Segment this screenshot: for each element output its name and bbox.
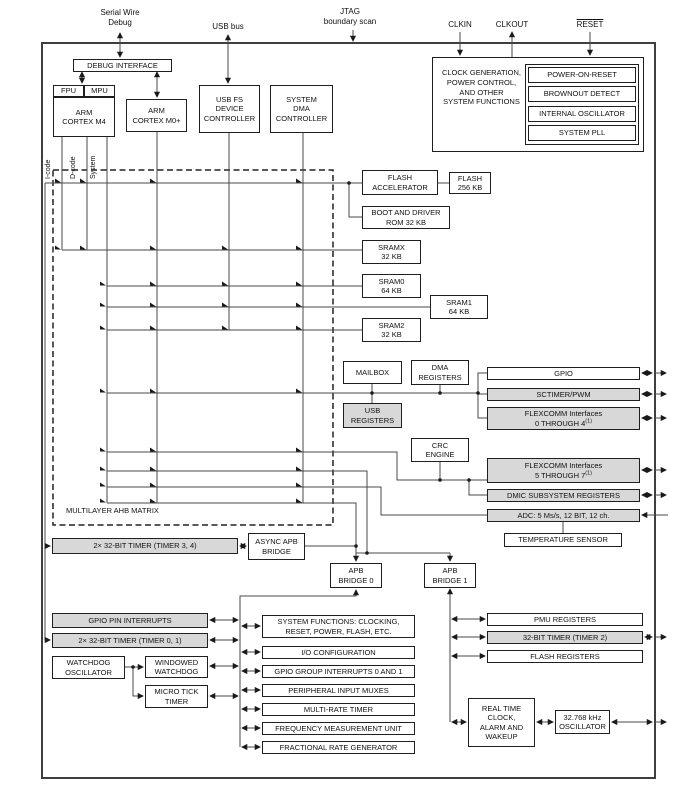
- timer-2-block: 32-BIT TIMER (TIMER 2): [487, 631, 643, 644]
- temperature-sensor-block: TEMPERATURE SENSOR: [504, 533, 622, 547]
- dma-registers-block: DMA REGISTERS: [411, 360, 469, 385]
- apb-bridge-0-block: APB BRIDGE 0: [330, 563, 382, 588]
- adc-block: ADC: 5 Ms/s, 12 BIT, 12 ch.: [487, 509, 640, 522]
- fractional-rate-generator-block: FRACTIONAL RATE GENERATOR: [262, 741, 415, 754]
- system-pll-block: SYSTEM PLL: [528, 125, 636, 141]
- apb-bridge-1-block: APB BRIDGE 1: [424, 563, 476, 588]
- flexcomm-0-4-block: FLEXCOMM Interfaces 0 THROUGH 4$^{(1)}$: [487, 407, 640, 430]
- timer-0-1-block: 2× 32-BIT TIMER (TIMER 0, 1): [52, 633, 208, 648]
- boot-rom-block: BOOT AND DRIVER ROM 32 KB: [362, 206, 450, 229]
- fpu-block: FPU: [53, 85, 84, 97]
- gpio-group-interrupts-block: GPIO GROUP INTERRUPTS 0 AND 1: [262, 665, 415, 678]
- sctimer-pwm-block: SCTIMER/PWM: [487, 388, 640, 401]
- multi-rate-timer-block: MULTI-RATE TIMER: [262, 703, 415, 716]
- brownout-detect-block: BROWNOUT DETECT: [528, 86, 636, 102]
- pin-label-serial-wire-debug: Serial Wire Debug: [100, 8, 140, 28]
- async-apb-bridge-block: ASYNC APB BRIDGE: [248, 533, 305, 560]
- gpio-block: GPIO: [487, 367, 640, 380]
- cortex-m0-block: ARM CORTEX M0+: [126, 99, 187, 132]
- flash-registers-block: FLASH REGISTERS: [487, 650, 643, 663]
- io-configuration-block: I/O CONFIGURATION: [262, 646, 415, 659]
- flexcomm-5-7-block: FLEXCOMM Interfaces 5 THROUGH 7$^{(1)}$: [487, 458, 640, 483]
- mpu-block: MPU: [84, 85, 115, 97]
- pin-label-usb-bus: USB bus: [212, 22, 244, 31]
- peripheral-input-muxes-block: PERIPHERAL INPUT MUXES: [262, 684, 415, 697]
- ahb-matrix-border: [53, 170, 333, 525]
- usb-registers-block: USB REGISTERS: [343, 403, 402, 428]
- osc-32khz-block: 32.768 kHz OSCILLATOR: [555, 710, 610, 734]
- bus-label-system: System: [90, 155, 97, 179]
- sram0-block: SRAM0 64 KB: [362, 274, 421, 298]
- sram1-block: SRAM1 64 KB: [430, 295, 488, 319]
- mailbox-block: MAILBOX: [343, 361, 402, 384]
- pmu-registers-block: PMU REGISTERS: [487, 613, 643, 626]
- timer-3-4-block: 2× 32-BIT TIMER (TIMER 3, 4): [52, 538, 238, 554]
- pin-label-jtag: JTAG boundary scan: [323, 7, 377, 27]
- watchdog-oscillator-block: WATCHDOG OSCILLATOR: [52, 656, 125, 679]
- clock-generation-label: CLOCK GENERATION, POWER CONTROL, AND OTHER SYSTEM FUNCTIONS: [441, 68, 522, 107]
- usb-fs-controller-block: USB FS DEVICE CONTROLLER: [199, 85, 260, 133]
- pin-label-clkin: CLKIN: [448, 20, 472, 29]
- system-functions-block: SYSTEM FUNCTIONS: CLOCKING, RESET, POWER, FLASH, ETC.: [262, 615, 415, 638]
- pin-label-reset: RESET: [576, 20, 604, 29]
- system-dma-controller-block: SYSTEM DMA CONTROLLER: [270, 85, 333, 133]
- debug-interface-block: DEBUG INTERFACE: [73, 59, 172, 72]
- power-on-reset-block: POWER-ON-RESET: [528, 67, 636, 83]
- sram2-block: SRAM2 32 KB: [362, 318, 421, 342]
- micro-tick-timer-block: MICRO TICK TIMER: [145, 685, 208, 708]
- gpio-pin-interrupts-block: GPIO PIN INTERRUPTS: [52, 613, 208, 628]
- cortex-m4-block: ARM CORTEX M4: [53, 97, 115, 137]
- rtc-block: REAL TIME CLOCK, ALARM AND WAKEUP: [468, 698, 535, 747]
- sramx-block: SRAMX 32 KB: [362, 240, 421, 264]
- internal-oscillator-block: INTERNAL OSCILLATOR: [528, 106, 636, 122]
- dmic-subsystem-block: DMIC SUBSYSTEM REGISTERS: [487, 489, 640, 502]
- flash-256kb-block: FLASH 256 KB: [449, 172, 491, 194]
- windowed-watchdog-block: WINDOWED WATCHDOG: [145, 656, 208, 678]
- bus-label-d-code: D-code: [70, 156, 77, 179]
- bus-label-i-code: I-code: [45, 159, 52, 179]
- ahb-matrix-label: MULTILAYER AHB MATRIX: [66, 506, 159, 515]
- crc-engine-block: CRC ENGINE: [411, 438, 469, 462]
- pin-label-clkout: CLKOUT: [495, 20, 529, 29]
- frequency-measurement-block: FREQUENCY MEASUREMENT UNIT: [262, 722, 415, 735]
- flash-accelerator-block: FLASH ACCELERATOR: [362, 170, 438, 195]
